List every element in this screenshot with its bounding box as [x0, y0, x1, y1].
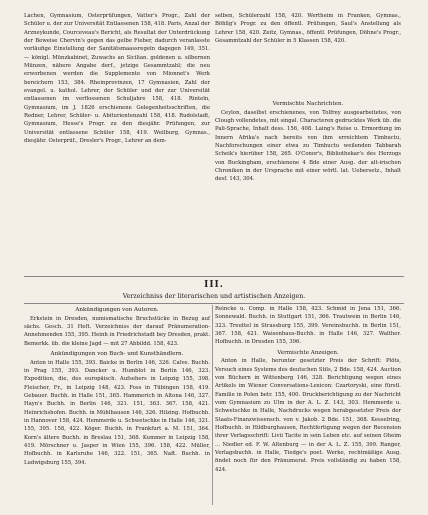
index-paragraph: Erkstein in Dresden, numismatische Bruchstücke in Bezug auf sächs. Gesch. 31 Heft. Verzeichniss der darauf Pränumeration-Annehmenden 155, 395. Heinh in Friedrichstadt bey Dresden, prakt. Bemerkk. üb. die kleine Jagd — mit 27 Abbildd. 158, 423.: [24, 315, 210, 347]
right-column-bottom: [215, 305, 401, 474]
section-title: Verzeichniss der literarischen und artistischen Anzeigen.: [122, 293, 306, 300]
right-column-top: [215, 12, 401, 45]
index-paragraph: Anton in Halle, herunter gesetzter Preis der Schrift: Plöts, Versuch eines Systems des deutschen Stils, 2 Bde. 158, 424. Auction von Büchern in Wittenberg 146, 328. Berichtigung wegen eines Artikels im Wiener Conversations-Lexicon: Czartoryski, eine fürstl. Familie in Polen betr. 155, 400. Druckberichtigung zu der Nachricht vom Gymnasium zu Ulm in der A. L. Z. 143, 303. Hemmerde u. Schwetschke in Halle, Nachdrucks wegen herabgesetzter Preis der Staats-Finanzwissensch. von v. Jakob. 2 Bde. 151, 368. Kesselring, Hofbuchh. in Hildburghausen, Rechtfertigung wegen der Recension ihrer Verlagsschrift: Livii Tacite in sein Leben etc. auf seinen Oheim ... Niedler ed. F. W. Altenburg — in der A. L. Z. 155, 399. Ranger, Verlagsbuchh. in Halle, Tiedge's poet. Werke, rechtmäßige Ausg. findet noch für den Pränumerat. Preis vollständig zu haben 158, 424.: [215, 358, 401, 473]
heading-vermischte-anzeigen: Vermischte Anzeigen.: [277, 349, 339, 356]
section-heading: [215, 100, 401, 184]
index-paragraph: Ceylon, daselbst erschienenes, von Tolfrey ausgearbeitetes, von Clough vollendetes, mit singal. Characteren gedrucktes Werk üb. die Pali-Sprache, Inhalt dess. 156, 408. Laing's Reise u. Ermordung im Innern Afrika's nach bereits von ihm erreichtem Timbuctu, Nachforschungen einer etwa zu Timbuctu weilenden Tabbarah Scheik's hierüber 158, 265. O'Conor's, Bibliothekar's des Herzogs von Buckingham, erschienene 4 Bde einer Ausg. der alt-irischen Chroniken in der Ursprache mit einer wörtl. lat. Uebersetz., Inhalt desf. 143, 304.: [215, 109, 401, 183]
heading-vermischte-nachrichten: Vermischte Nachrichten.: [272, 101, 344, 107]
index-paragraph: Reincke u. Comp. in Halle 158, 423. Schmid in Jena 151, 366. Sonnewald. Buchh. in Stuttgart 151, 366. Trautwein in Berlin 146, 323. Treuttel in Strassburg 155, 399. Vereinsbuchh. in Berlin 151, 367. 158, 421. Waisenhaus-Buchh. in Halle 146, 327. Walther. Hofbuchh. in Dresden 155, 396.: [215, 306, 401, 346]
index-paragraph: selben, Schülerzahl 158, 420. Wertheim in Franken, Gymnas., Böhlig's Progr. zu den öffentl. Prüfungen, Saul's Anstellung als Lehrer 158, 420. Zeitz, Gymnas., öffentl. Prüfungen, Döhne's Progr., Gesammtzahl der Schüler in 5 Klassen 158, 420.: [215, 13, 401, 45]
index-paragraph: Anton in Halle 155, 393. Baicke in Berlin 146, 326. Calve. Buchh. in Prag 155, 393. Dancker u. Humblot in Berlin 146, 323. Expedition, die, des europäisch. Aufsehers in Leipzig 155, 398. Fleischer, Fr., in Leipzig 148, 423. Foss in Tübingen 158, 419. Gebauer. Buchh. in Halle 151, 365. Hammerich in Altona 146, 327. Hayn's Buchh. in Berlin 146, 321. 151, 363. 367. 158, 421. Heinrichshofen. Buchh. in Mühlhausen 146, 326. Hilzing. Hofbuchh. in Hannover 158, 424. Hemmerde u. Schwetschke in Halle 146, 321. 155, 395. 158, 422. Köger. Buchh. in Frankfurt a. M. 151, 364. Korn's ältere Buchh. in Breslau 151, 368. Kummer in Leipzig 158, 419. Mörschner u. Jasper in Wien 155, 396. 158, 422. Müller, Hofbuchh. in Karlsruhe 146, 322. 151, 365. Naft. Buchh. in Ludwigsburg 155, 394.: [24, 359, 210, 466]
divider: [24, 276, 404, 277]
section-number: III.: [204, 280, 224, 290]
heading-ankuendigungen-buchhaendler: Ankündigungen von Buch- und Kunsthändlern.: [50, 350, 184, 357]
index-paragraph: Lachen, Gymnasium, Osterprüfungen, Vatter's Progr., Zahl der Schüler u. der zur Universität Entlassenen 158, 418. Paris, Anzal der Arzneykunde, Courceveau's Bericht, als Resultat der Unterdrückung der Beweise Chervin's gegen das gelbe Fieber, dadurch veranlasste vorläufige Einstellung der Sanitätsmaassregeln dagegen 149, 351. — königl. Münzkabinet, Zuwachs an Sicilian. goldenen u. silbernen Münzen, nähere Angabe derf., jetzige Gesammtzahl; die neu erworbenen werden die Supplemente von Mionnet's Werk bereichern 153, 384. Rheinprovinzen, 17 Gymnasien, Zahl der evangel. u. kathol. Lehrer, der Schüler und der zur Universität entlassenen im verflossenen Schuljahre 158, 418. Rinteln, Gymnasium, im J. 1826 erschienene Gelegenheitsschriften, die Redner, Lehrer, Schüler- u. Abiturientenzahl 158, 418. Rudolstadt, Gymnasium, Hesse's Progr. zu den diesjähr. Prüfungen, zur Universität entlassene Schüler 158, 419. Weilburg, Gymnas., diesjähr. Osterprüf., Dresler's Progr., Lehrer an dem-: [24, 13, 210, 145]
heading-ankuendigungen-autoren: Ankündigungen von Autoren.: [75, 307, 159, 313]
divider: [24, 303, 404, 304]
left-column-top: [24, 12, 210, 146]
column-rule: [212, 305, 213, 505]
section-heading: [24, 306, 210, 467]
